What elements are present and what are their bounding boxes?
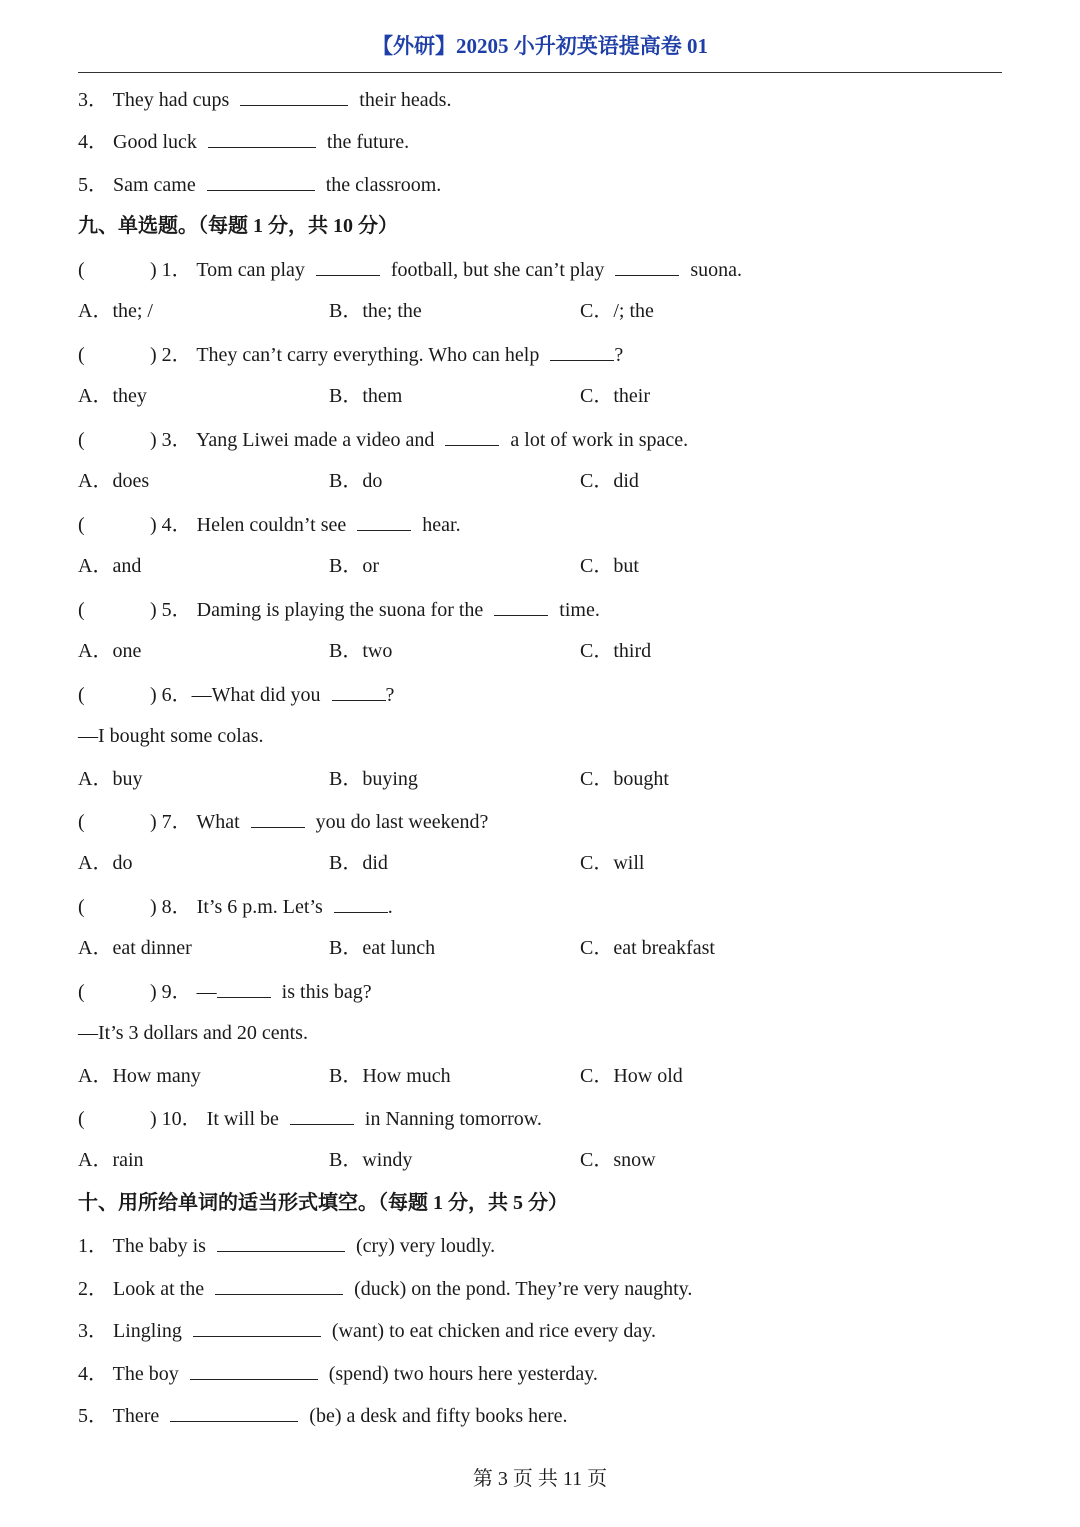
option-a[interactable]: A．buy bbox=[78, 768, 143, 790]
word-form-item-4 bbox=[78, 1361, 598, 1386]
option-c[interactable]: C．snow bbox=[580, 1149, 656, 1171]
option-b[interactable]: B．do bbox=[329, 470, 383, 492]
option-c[interactable]: C．/; the bbox=[580, 300, 654, 322]
question-4 bbox=[78, 512, 461, 537]
header-rule bbox=[78, 72, 1002, 73]
item-text: They had cups bbox=[112, 89, 230, 111]
question-text: hear. bbox=[422, 514, 461, 536]
item-text: the classroom. bbox=[325, 174, 442, 196]
answer-blank[interactable] bbox=[494, 597, 548, 616]
item-text: Lingling bbox=[113, 1320, 182, 1342]
question-text: football, but she can’t play bbox=[390, 259, 605, 281]
question-number: ) 1． bbox=[150, 259, 192, 281]
question-number: ) 8． bbox=[150, 896, 192, 918]
answer-paren[interactable]: ( bbox=[78, 599, 85, 621]
answer-blank[interactable] bbox=[193, 1318, 321, 1337]
option-c[interactable]: C．will bbox=[580, 852, 645, 874]
question-text: ? bbox=[385, 684, 395, 706]
item-number: 3． bbox=[78, 89, 108, 111]
question-text: —What did you bbox=[191, 684, 321, 706]
question-5 bbox=[78, 597, 600, 622]
fill-item-5 bbox=[78, 172, 441, 197]
option-b[interactable]: B．the; the bbox=[329, 300, 422, 322]
item-text: Look at the bbox=[113, 1278, 205, 1300]
question-9-reply: —It’s 3 dollars and 20 cents. bbox=[78, 1022, 308, 1044]
question-text: Yang Liwei made a video and bbox=[195, 429, 435, 451]
option-b[interactable]: B．did bbox=[329, 852, 388, 874]
answer-paren[interactable]: ( bbox=[78, 684, 85, 706]
answer-paren[interactable]: ( bbox=[78, 896, 85, 918]
item-text: Good luck bbox=[113, 131, 197, 153]
word-form-item-1 bbox=[78, 1233, 495, 1258]
answer-blank[interactable] bbox=[240, 87, 348, 106]
answer-blank[interactable] bbox=[332, 682, 386, 701]
answer-blank[interactable] bbox=[215, 1276, 343, 1295]
question-10 bbox=[78, 1106, 542, 1131]
option-b[interactable]: B．windy bbox=[329, 1149, 413, 1171]
option-c[interactable]: C．did bbox=[580, 470, 639, 492]
answer-blank[interactable] bbox=[251, 809, 305, 828]
question-text: What bbox=[196, 811, 240, 833]
option-b[interactable]: B．two bbox=[329, 640, 393, 662]
option-a[interactable]: A．does bbox=[78, 470, 150, 492]
option-a[interactable]: A．one bbox=[78, 640, 142, 662]
item-text: The boy bbox=[112, 1363, 179, 1385]
question-7 bbox=[78, 809, 488, 834]
item-text: (be) a desk and fifty books here. bbox=[309, 1405, 568, 1427]
question-number: ) 6． bbox=[150, 684, 192, 706]
item-text: their heads. bbox=[359, 89, 452, 111]
answer-blank[interactable] bbox=[334, 894, 388, 913]
answer-blank[interactable] bbox=[190, 1361, 318, 1380]
page-footer-number: 第 3 页 共 11 页 bbox=[472, 1468, 608, 1490]
question-number: ) 5． bbox=[150, 599, 192, 621]
question-3 bbox=[78, 427, 688, 452]
option-a[interactable]: A．rain bbox=[78, 1149, 144, 1171]
option-b[interactable]: B．or bbox=[329, 555, 379, 577]
option-c[interactable]: C．eat breakfast bbox=[580, 937, 715, 959]
question-number: ) 10． bbox=[150, 1108, 202, 1130]
question-text: ? bbox=[614, 344, 624, 366]
answer-blank[interactable] bbox=[208, 129, 316, 148]
question-text: It’s 6 p.m. Let’s bbox=[196, 896, 323, 918]
question-number: ) 4． bbox=[150, 514, 192, 536]
question-8 bbox=[78, 894, 393, 919]
option-c[interactable]: C．their bbox=[580, 385, 650, 407]
question-text: Daming is playing the suona for the bbox=[196, 599, 484, 621]
item-text: the future. bbox=[326, 131, 410, 153]
item-number: 2． bbox=[78, 1278, 108, 1300]
answer-blank[interactable] bbox=[207, 172, 315, 191]
answer-paren[interactable]: ( bbox=[78, 514, 85, 536]
question-number: ) 2． bbox=[150, 344, 192, 366]
item-number: 1． bbox=[78, 1235, 108, 1257]
question-1 bbox=[78, 257, 742, 282]
option-b[interactable]: B．eat lunch bbox=[329, 937, 436, 959]
answer-paren[interactable]: ( bbox=[78, 344, 85, 366]
item-number: 5． bbox=[78, 174, 108, 196]
answer-blank[interactable] bbox=[550, 342, 614, 361]
option-b[interactable]: B．buying bbox=[329, 768, 418, 790]
item-text: (want) to eat chicken and rice every day. bbox=[331, 1320, 656, 1342]
answer-blank[interactable] bbox=[290, 1106, 354, 1125]
option-c[interactable]: C．but bbox=[580, 555, 639, 577]
item-text: (spend) two hours here yesterday. bbox=[328, 1363, 598, 1385]
section-9-title: 九、单选题。（每题 1 分，共 10 分） bbox=[78, 215, 398, 237]
page-header-title: 【外研】20205 小升初英语提高卷 01 bbox=[372, 34, 708, 58]
question-9 bbox=[78, 979, 372, 1004]
answer-paren[interactable]: ( bbox=[78, 259, 85, 281]
question-6-reply: —I bought some colas. bbox=[78, 725, 264, 747]
option-b[interactable]: B．them bbox=[329, 385, 403, 407]
item-text: (duck) on the pond. They’re very naughty. bbox=[354, 1278, 693, 1300]
word-form-item-5 bbox=[78, 1403, 568, 1428]
option-c[interactable]: C．third bbox=[580, 640, 652, 662]
question-text: you do last weekend? bbox=[315, 811, 489, 833]
option-a[interactable]: A．eat dinner bbox=[78, 937, 192, 959]
answer-blank[interactable] bbox=[445, 427, 499, 446]
option-a[interactable]: A．do bbox=[78, 852, 133, 874]
item-number: 3． bbox=[78, 1320, 108, 1342]
question-text: Helen couldn’t see bbox=[196, 514, 347, 536]
question-text: is this bag? bbox=[281, 981, 372, 1003]
question-text: They can’t carry everything. Who can help bbox=[196, 344, 540, 366]
option-a[interactable]: A．the; / bbox=[78, 300, 153, 322]
option-b[interactable]: B．How much bbox=[329, 1065, 451, 1087]
item-number: 4． bbox=[78, 1363, 108, 1385]
question-number: ) 3． bbox=[150, 429, 192, 451]
option-a[interactable]: A．and bbox=[78, 555, 142, 577]
item-number: 4． bbox=[78, 131, 108, 153]
word-form-item-3 bbox=[78, 1318, 656, 1343]
word-form-item-2 bbox=[78, 1276, 692, 1301]
answer-blank[interactable] bbox=[170, 1403, 298, 1422]
answer-blank[interactable] bbox=[357, 512, 411, 531]
item-text: Sam came bbox=[113, 174, 196, 196]
item-text: (cry) very loudly. bbox=[355, 1235, 496, 1257]
option-a[interactable]: A．How many bbox=[78, 1065, 201, 1087]
question-number: ) 7． bbox=[150, 811, 192, 833]
option-a[interactable]: A．they bbox=[78, 385, 147, 407]
question-text: in Nanning tomorrow. bbox=[364, 1108, 542, 1130]
question-text: a lot of work in space. bbox=[510, 429, 689, 451]
question-text: . bbox=[387, 896, 393, 918]
question-text: — bbox=[196, 981, 217, 1003]
section-10-title: 十、用所给单词的适当形式填空。（每题 1 分，共 5 分） bbox=[78, 1192, 568, 1214]
answer-paren[interactable]: ( bbox=[78, 811, 85, 833]
fill-item-3 bbox=[78, 87, 451, 112]
answer-blank[interactable] bbox=[217, 979, 271, 998]
question-text: Tom can play bbox=[196, 259, 305, 281]
option-c[interactable]: C．bought bbox=[580, 768, 669, 790]
question-2 bbox=[78, 342, 623, 367]
answer-paren[interactable]: ( bbox=[78, 981, 85, 1003]
question-text: suona. bbox=[690, 259, 743, 281]
question-text: It will be bbox=[206, 1108, 279, 1130]
fill-item-4 bbox=[78, 129, 409, 154]
answer-blank[interactable] bbox=[217, 1233, 345, 1252]
question-6 bbox=[78, 682, 394, 707]
item-text: The baby is bbox=[112, 1235, 206, 1257]
option-c[interactable]: C．How old bbox=[580, 1065, 683, 1087]
answer-blank[interactable] bbox=[615, 257, 679, 276]
question-number: ) 9． bbox=[150, 981, 192, 1003]
item-number: 5． bbox=[78, 1405, 108, 1427]
question-text: time. bbox=[559, 599, 600, 621]
item-text: There bbox=[112, 1405, 160, 1427]
answer-blank[interactable] bbox=[316, 257, 380, 276]
answer-paren[interactable]: ( bbox=[78, 429, 85, 451]
answer-paren[interactable]: ( bbox=[78, 1108, 85, 1130]
